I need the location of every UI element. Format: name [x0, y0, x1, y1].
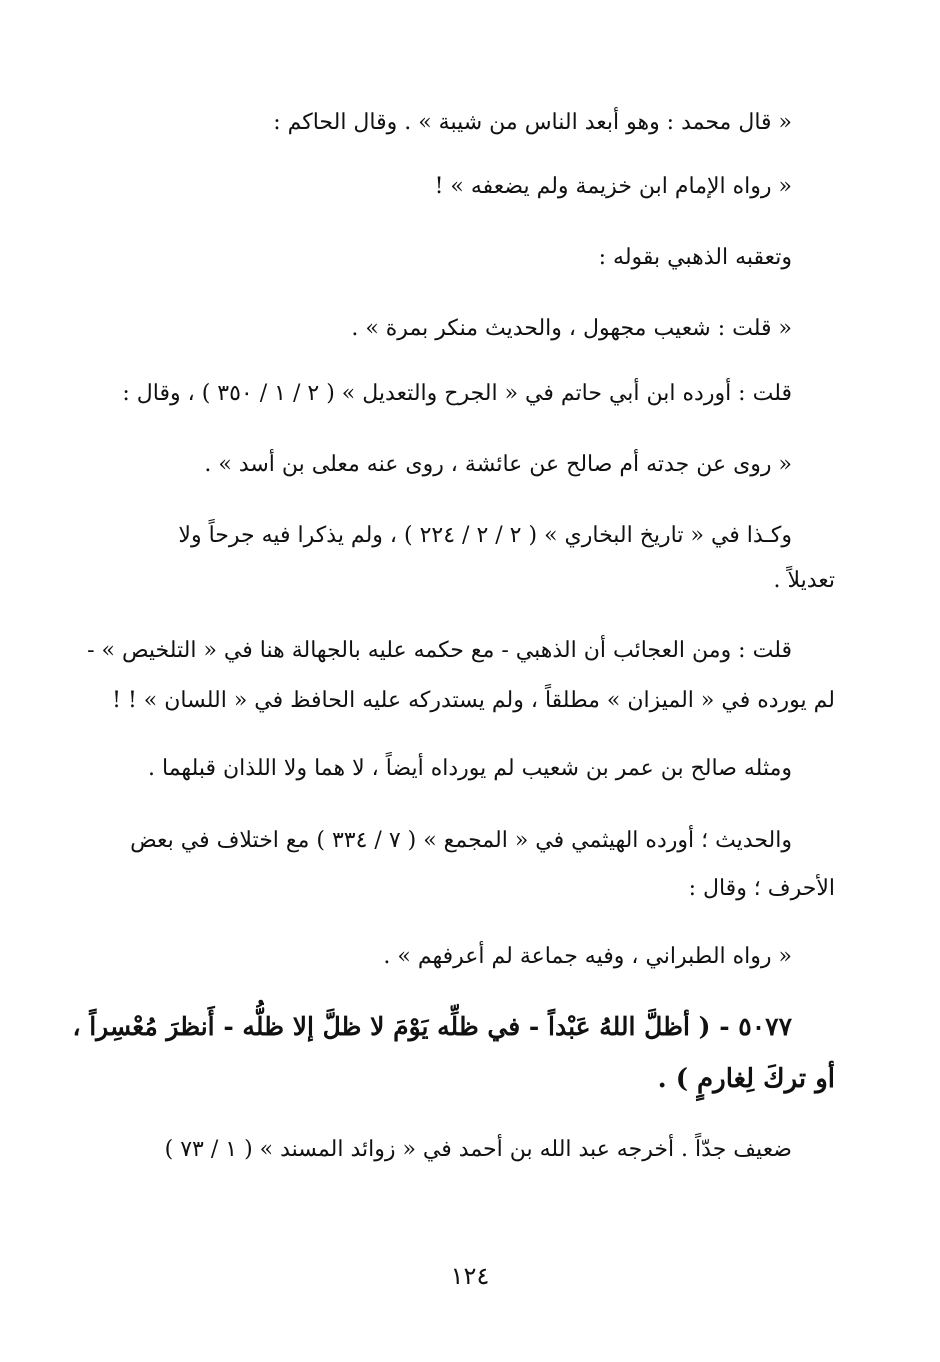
text-line: « قلت : شعيب مجهول ، والحديث منكر بمرة » .: [351, 316, 792, 341]
text-line: ومثله صالح بن عمر بن شعيب لم يورداه أيضاً ، لا هما ولا اللذان قبلهما .: [148, 756, 792, 781]
hadith-heading: أو تركَ لِغارمٍ ) .: [657, 1064, 835, 1094]
text-line: « رواه الإمام ابن خزيمة ولم يضعفه » !: [434, 174, 792, 199]
text-line: تعديلاً .: [773, 568, 835, 593]
text-line: الأحرف ؛ وقال :: [688, 876, 835, 901]
text-line: « روى عن جدته أم صالح عن عائشة ، روى عنه معلى بن أسد » .: [204, 452, 792, 477]
text-line: قلت : ومن العجائب أن الذهبي - مع حكمه عليه بالجهالة هنا في « التلخيص » -: [87, 638, 792, 663]
text-line: « قال محمد : وهو أبعد الناس من شيبة » . وقال الحاكم :: [273, 110, 792, 135]
text-line: والحديث ؛ أورده الهيثمي في « المجمع » ( ٧ / ٣٣٤ ) مع اختلاف في بعض: [130, 828, 792, 853]
text-line: وكـذا في « تاريخ البخاري » ( ٢ / ٢ / ٢٢٤ ) ، ولم يذكرا فيه جرحاً ولا: [178, 523, 792, 548]
text-line: قلت : أورده ابن أبي حاتم في « الجرح والتعديل » ( ٢ / ١ / ٣٥٠ ) ، وقال :: [122, 381, 792, 406]
text-line: لم يورده في « الميزان » مطلقاً ، ولم يستدركه عليه الحافظ في « اللسان » ! !: [112, 688, 835, 713]
grading-line: ضعيف جدّاً . أخرجه عبد الله بن أحمد في « زوائد المسند » ( ١ / ٧٣ ): [164, 1137, 792, 1162]
text-line: وتعقبه الذهبي بقوله :: [598, 245, 792, 270]
hadith-heading: ٥٠٧٧ - ( أظلَّ اللهُ عَبْداً - في ظلِّه يَوْمَ لا ظلَّ إلا ظلُّه - أَنظرَ مُعْسِراً ،: [72, 1012, 792, 1041]
page-number: ١٢٤: [450, 1262, 490, 1290]
text-line: « رواه الطبراني ، وفيه جماعة لم أعرفهم » .: [383, 944, 792, 969]
